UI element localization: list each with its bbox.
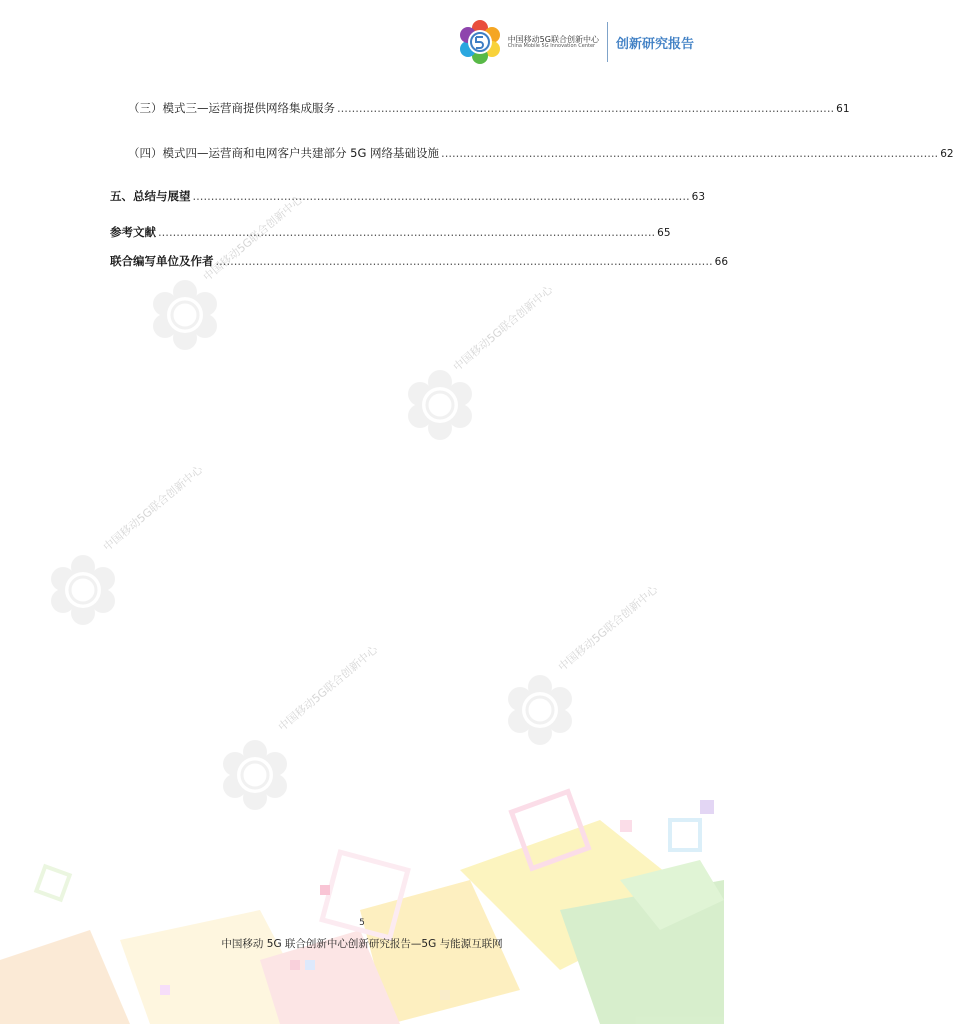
decorative-background [0,760,724,1024]
watermark-logo-icon [405,370,475,444]
logo-en-text: China Mobile 5G Innovation Center [507,42,596,49]
toc-entry-label: （四）模式四—运营商和电网客户共建部分 5G 网络基础设施 [128,146,440,160]
watermark-text: 中国移动5G联合创新中心 [450,283,556,374]
toc-entry-page: 63 [691,191,706,203]
toc-entry-label: （三）模式三—运营商提供网络集成服务 [128,101,335,115]
toc-entry-page: 62 [940,148,954,160]
logo [458,20,599,64]
toc-entry[interactable] [110,253,729,269]
watermark-text: 中国移动5G联合创新中心 [555,583,661,674]
watermark-logo-icon [150,280,220,354]
watermark-logo-icon [48,555,118,629]
watermark-text: 中国移动5G联合创新中心 [100,463,206,554]
toc-leader: ........................................................................................................................................ [215,254,713,268]
toc-entry[interactable] [110,188,706,204]
toc-entry[interactable] [128,100,850,116]
page-header [458,18,694,66]
watermark-text: 中国移动5G联合创新中心 [275,643,381,734]
toc-leader: ........................................................................................................................................ [192,189,690,203]
toc-entry-page: 66 [714,256,729,268]
watermark-logo-icon [220,740,290,814]
watermark-logo-icon [505,675,575,749]
toc-entry[interactable] [110,224,671,240]
toc-entry[interactable] [128,145,954,161]
toc-entry-label: 五、总结与展望 [110,189,191,203]
toc-leader: ........................................................................................................................................ [337,101,835,115]
header-divider [607,22,608,62]
flower-logo-icon [458,20,502,64]
toc-entry-label: 参考文献 [110,225,156,239]
toc-entry-page: 61 [836,103,850,115]
footer-title: 中国移动 5G 联合创新中心创新研究报告—5G 与能源互联网 [221,938,503,950]
logo-cn-text: 中国移动5G联合创新中心 [507,34,599,44]
watermark-text: 中国移动5G联合创新中心 [200,193,306,284]
report-title: 创新研究报告 [615,36,694,52]
toc-leader: ........................................................................................................................................ [158,225,656,239]
toc-entry-label: 联合编写单位及作者 [110,254,214,268]
toc-entry-page: 65 [657,227,671,239]
page-number: 5 [359,918,365,928]
toc-leader: ........................................................................................................................................ [441,146,939,160]
